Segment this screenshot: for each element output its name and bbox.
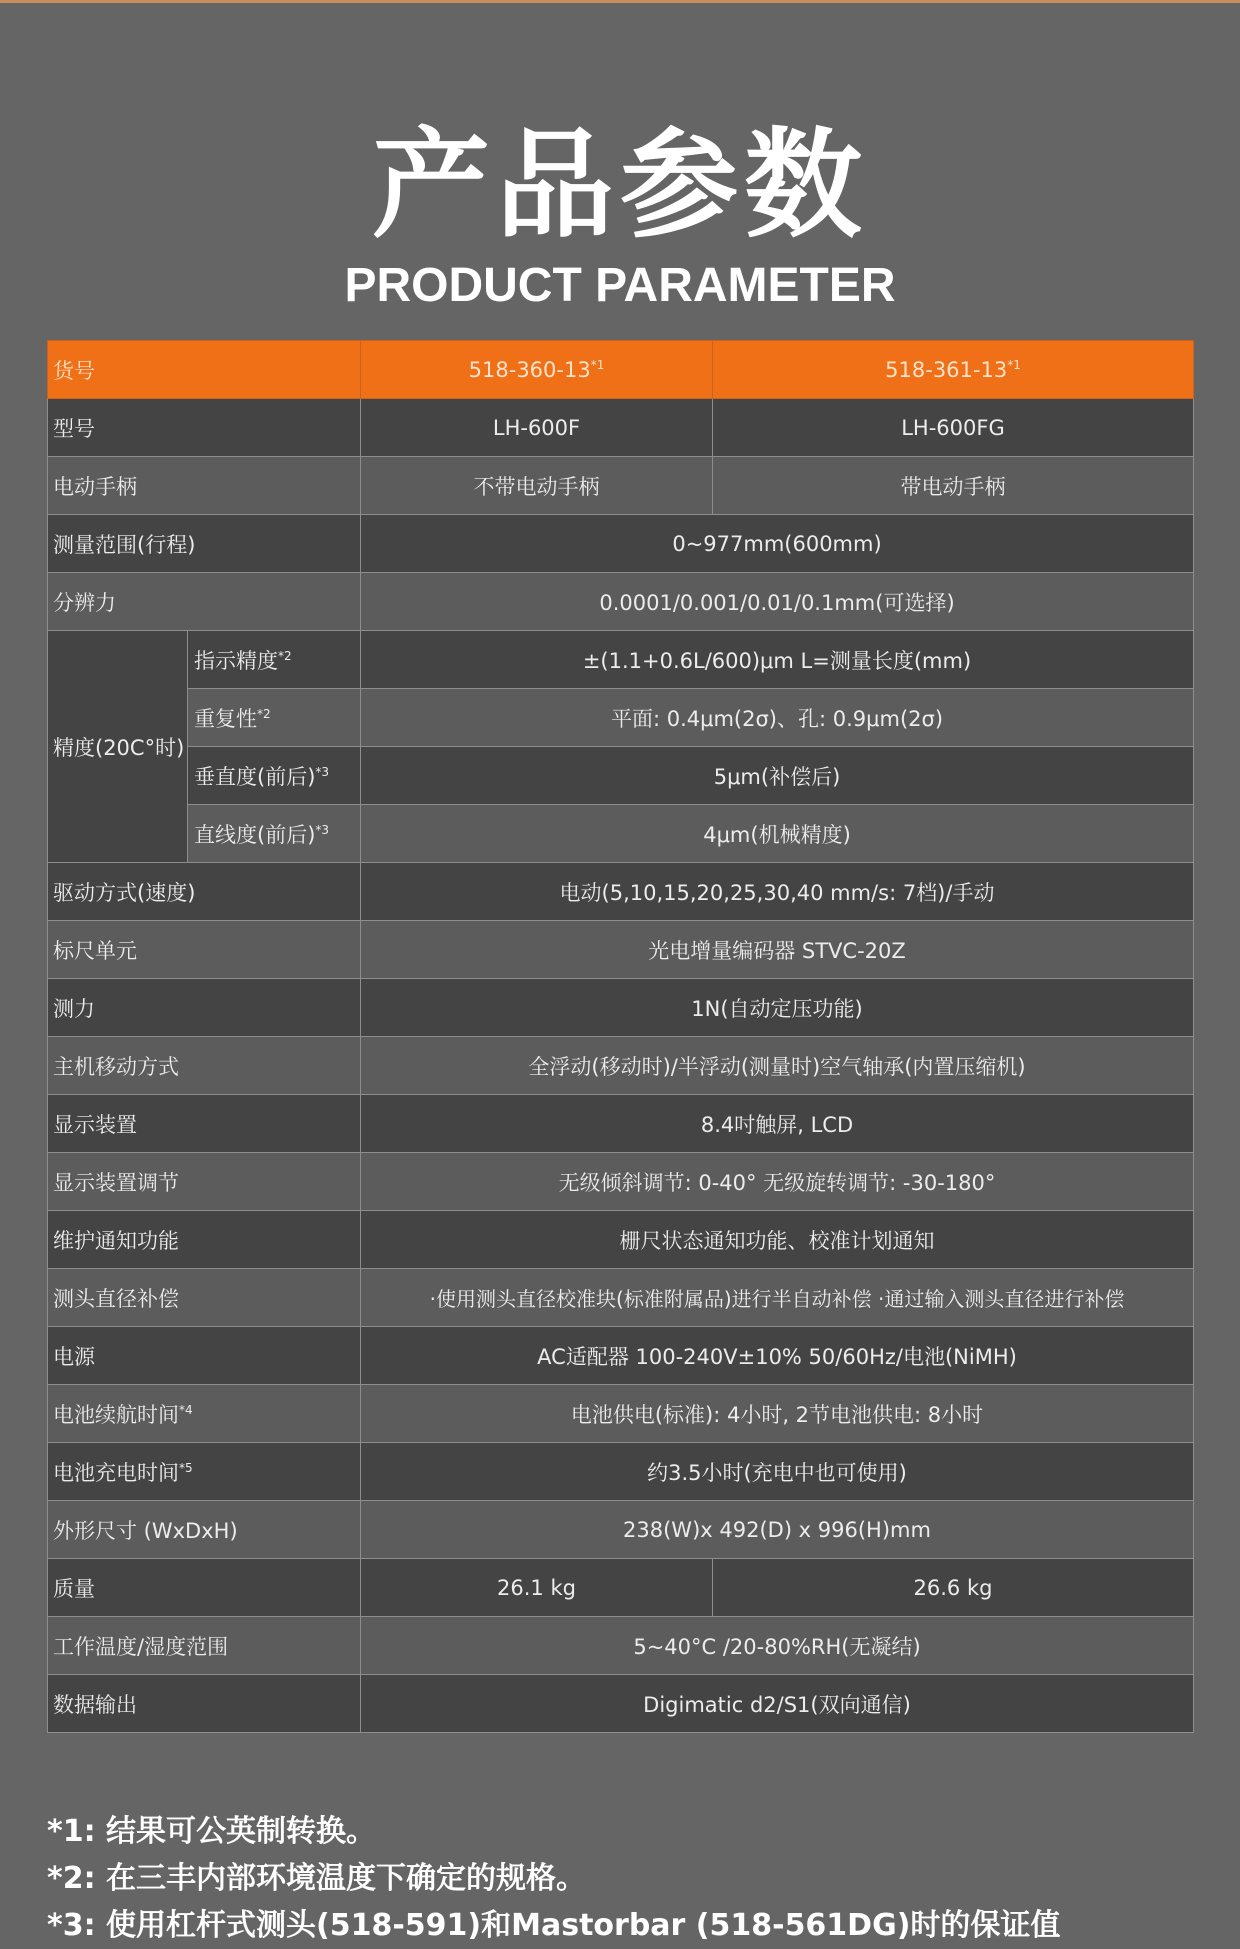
row-label: 型号 <box>48 399 361 457</box>
row-label: 测力 <box>48 979 361 1037</box>
row-label: 标尺单元 <box>48 921 361 979</box>
row-label: 指示精度$^{*2}$ <box>188 631 361 689</box>
table-row <box>48 1327 1194 1385</box>
table-row <box>48 1443 1194 1501</box>
row-label: 测量范围(行程) <box>48 515 361 573</box>
row-label: 驱动方式(速度) <box>48 863 361 921</box>
footnotes <box>47 1808 1197 1943</box>
table-row <box>48 747 1194 805</box>
table-cell: 栅尺状态通知功能、校准计划通知 <box>361 1211 1194 1269</box>
table-cell: 26.1 kg <box>361 1559 713 1617</box>
parameter-table <box>47 340 1194 1733</box>
table-row <box>48 1617 1194 1675</box>
table-cell: 238(W)x 492(D) x 996(H)mm <box>361 1501 1194 1559</box>
table-row <box>48 399 1194 457</box>
table-row <box>48 341 1194 399</box>
table-cell: 电池供电(标准): 4小时, 2节电池供电: 8小时 <box>361 1385 1194 1443</box>
row-label: 重复性$^{*2}$ <box>188 689 361 747</box>
table-cell: 1N(自动定压功能) <box>361 979 1194 1037</box>
table-cell: 26.6 kg <box>713 1559 1194 1617</box>
top-accent-line <box>0 0 1240 3</box>
row-label: 工作温度/湿度范围 <box>48 1617 361 1675</box>
row-label: 测头直径补偿 <box>48 1269 361 1327</box>
table-cell: 带电动手柄 <box>713 457 1194 515</box>
table-row <box>48 1269 1194 1327</box>
table-row <box>48 1559 1194 1617</box>
page-subtitle: PRODUCT PARAMETER <box>344 259 896 312</box>
row-label: 外形尺寸 (WxDxH) <box>48 1501 361 1559</box>
table-row <box>48 805 1194 863</box>
row-label: 质量 <box>48 1559 361 1617</box>
table-cell: ·使用测头直径校准块(标准附属品)进行半自动补偿 ·通过输入测头直径进行补偿 <box>361 1269 1194 1327</box>
part-no-cell: 518-360-13$^{*1}$ <box>361 341 713 399</box>
table-cell: 5μm(补偿后) <box>361 747 1194 805</box>
table-cell: 8.4吋触屏, LCD <box>361 1095 1194 1153</box>
table-cell: 光电增量编码器 STVC-20Z <box>361 921 1194 979</box>
table-row <box>48 1037 1194 1095</box>
table-cell: 0~977mm(600mm) <box>361 515 1194 573</box>
row-label: 直线度(前后)$^{*3}$ <box>188 805 361 863</box>
row-label: 显示装置 <box>48 1095 361 1153</box>
table-cell: 无级倾斜调节: 0-40° 无级旋转调节: -30-180° <box>361 1153 1194 1211</box>
footnote: *1: 结果可公英制转换。 <box>47 1814 377 1849</box>
table-row <box>48 863 1194 921</box>
table-row <box>48 979 1194 1037</box>
page-title: 产品参数 <box>371 116 868 254</box>
table-cell: 4μm(机械精度) <box>361 805 1194 863</box>
table-cell: 0.0001/0.001/0.01/0.1mm(可选择) <box>361 573 1194 631</box>
row-label: 电源 <box>48 1327 361 1385</box>
row-label: 电动手柄 <box>48 457 361 515</box>
row-label: 维护通知功能 <box>48 1211 361 1269</box>
table-cell: 5~40°C /20-80%RH(无凝结) <box>361 1617 1194 1675</box>
row-label: 显示装置调节 <box>48 1153 361 1211</box>
table-cell: 不带电动手柄 <box>361 457 713 515</box>
table-row <box>48 1153 1194 1211</box>
row-label: 数据输出 <box>48 1675 361 1733</box>
table-row <box>48 1095 1194 1153</box>
table-cell: 平面: 0.4μm(2σ)、孔: 0.9μm(2σ) <box>361 689 1194 747</box>
row-label: 电池充电时间$^{*5}$ <box>48 1443 361 1501</box>
table-cell: LH-600F <box>361 399 713 457</box>
table-row <box>48 457 1194 515</box>
table-row <box>48 515 1194 573</box>
table-cell: ±(1.1+0.6L/600)μm L=测量长度(mm) <box>361 631 1194 689</box>
row-label: 垂直度(前后)$^{*3}$ <box>188 747 361 805</box>
row-label: 电池续航时间$^{*4}$ <box>48 1385 361 1443</box>
table-cell: 全浮动(移动时)/半浮动(测量时)空气轴承(内置压缩机) <box>361 1037 1194 1095</box>
table-row <box>48 1501 1194 1559</box>
accuracy-group-label: 精度(20C°时) <box>48 631 188 863</box>
row-label: 货号 <box>48 341 361 399</box>
table-row <box>48 1385 1194 1443</box>
table-row <box>48 573 1194 631</box>
part-no-cell: 518-361-13$^{*1}$ <box>713 341 1194 399</box>
footnote: *3: 使用杠杆式测头(518-591)和Mastorbar (518-561DG)时的保证值 <box>47 1908 1061 1943</box>
table-cell: 约3.5小时(充电中也可使用) <box>361 1443 1194 1501</box>
table-cell: 电动(5,10,15,20,25,30,40 mm/s: 7档)/手动 <box>361 863 1194 921</box>
row-label: 分辨力 <box>48 573 361 631</box>
footnote: *2: 在三丰内部环境温度下确定的规格。 <box>47 1861 587 1896</box>
table-row <box>48 1211 1194 1269</box>
table-row <box>48 631 1194 689</box>
table-cell: AC适配器 100-240V±10% 50/60Hz/电池(NiMH) <box>361 1327 1194 1385</box>
table-row <box>48 1675 1194 1733</box>
table-cell: LH-600FG <box>713 399 1194 457</box>
table-cell: Digimatic d2/S1(双向通信) <box>361 1675 1194 1733</box>
row-label: 主机移动方式 <box>48 1037 361 1095</box>
table-row <box>48 689 1194 747</box>
table-row <box>48 921 1194 979</box>
